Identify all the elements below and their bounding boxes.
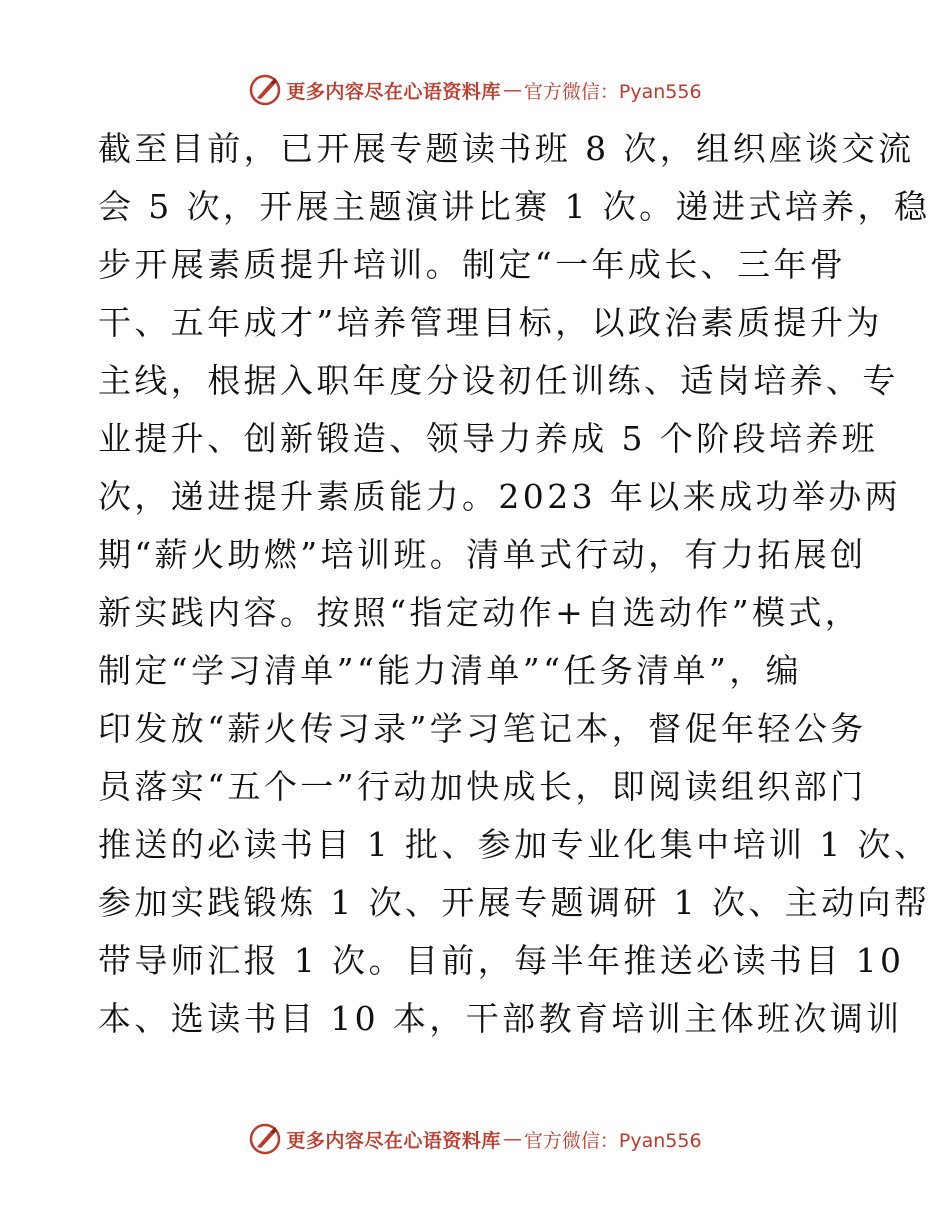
text-line: 员落实“五个一”行动加快成长，即阅读组织部门 [98,767,867,806]
watermark-contact: 官方微信：Pyan556 [523,80,702,103]
text-line: 步开展素质提升培训。制定“一年成长、三年骨 [98,245,847,284]
watermark-separator: — [502,1128,522,1150]
watermark-site-text: 更多内容尽在心语资料库 [286,80,501,103]
text-line: 新实践内容。按照“指定动作+自选动作”模式， [98,593,862,632]
text-line: 会 5 次，开展主题演讲比赛 1 次。递进式培养，稳 [98,187,931,226]
text-line: 印发放“薪火传习录”学习笔记本，督促年轻公务 [98,709,867,748]
watermark-contact: 官方微信：Pyan556 [523,1129,702,1152]
text-line: 本、选读书目 10 本，干部教育培训主体班次调训 [98,999,903,1038]
text-line: 干、五年成才”培养管理目标，以政治素质提升为 [98,303,883,342]
watermark-separator: — [502,79,522,101]
watermark-site-text: 更多内容尽在心语资料库 [286,1129,501,1152]
text-line: 主线，根据入职年度分设初任训练、适岗培养、专 [98,361,899,400]
text-line: 次，递进提升素质能力。2023 年以来成功举办两 [98,477,902,516]
text-line: 业提升、创新锻造、领导力养成 5 个阶段培养班 [98,419,879,458]
text-line: 带导师汇报 1 次。目前，每半年推送必读书目 10 [98,941,905,980]
header-watermark [0,70,950,110]
quill-pen-icon [248,73,282,107]
text-line: 期“薪火助燃”培训班。清单式行动，有力拓展创 [98,535,867,574]
document-body [98,120,931,1048]
text-line: 参加实践锻炼 1 次、开展专题调研 1 次、主动向帮 [98,883,931,922]
footer-watermark [0,1119,950,1159]
text-line: 制定“学习清单”“能力清单”“任务清单”，编 [98,651,803,690]
text-line: 截至目前，已开展专题读书班 8 次，组织座谈交流 [98,129,915,168]
quill-pen-icon [248,1122,282,1156]
text-line: 推送的必读书目 1 批、参加专业化集中培训 1 次、 [98,825,931,864]
